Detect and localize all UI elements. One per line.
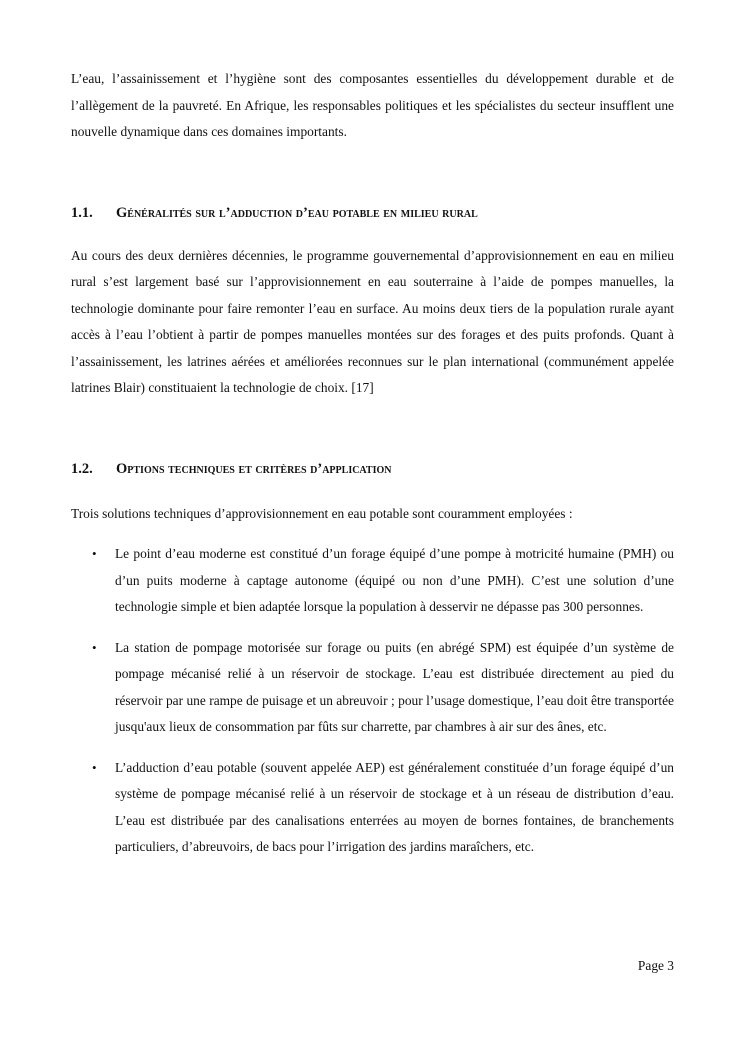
intro-paragraph: L’eau, l’assainissement et l’hygiène sont des composantes essentielles du développement durable et de l’allègement de la pauvreté. En Afrique, les responsables politiques et les spécialistes du secteur insufflent une nouvelle dynamique dans ces domaines importants. (71, 71, 674, 139)
list-item (71, 635, 674, 741)
bullet-icon: • (92, 546, 97, 561)
section-number: 1.1. (71, 204, 93, 221)
list-item (71, 541, 674, 621)
section-heading-1-2 (71, 459, 674, 479)
section-1-2-paragraph: Trois solutions techniques d’approvisionnement en eau potable sont couramment employées : (71, 505, 573, 521)
bullet-icon: • (92, 759, 97, 775)
list-item-text: L’adduction d’eau potable (souvent appelée AEP) est généralement constituée d’un forage équipé d’un système de pompage mécanisé relié à un réservoir de stockage et à un réseau de distribution d’eau. L’eau est distribuée par des canalisations enterrées au moyen de bornes fontaines, de branchements particuliers, d’abreuvoirs, de bacs pour l’irrigation des jardins maraîchers, etc. (115, 759, 674, 854)
section-1-1-paragraph: Au cours des deux dernières décennies, le programme gouvernemental d’approvisionnement en eau en milieu rural s’est largement basé sur l’approvisionnement en eau souterraine à l’aide de pompes manuelles, la technologie dominante pour faire remonter l’eau en surface. Au moins deux tiers de la population rurale ayant accès à l’eau l’obtient à partir de pompes manuelles montées sur des forages et des puits profonds. Quant à l’assainissement, les latrines aérées et améliorées reconnues sur le plan international (communément appelée latrines Blair) constituaient la technologie de choix. [17] (71, 247, 674, 395)
list-item (71, 755, 674, 861)
section-heading-1-1 (71, 203, 674, 223)
options-bullet-list (71, 541, 674, 861)
document-page (71, 66, 674, 875)
section-title: Généralités sur l’adduction d’eau potable en milieu rural (116, 204, 478, 221)
section-number: 1.2. (71, 460, 93, 477)
bullet-icon: • (92, 639, 97, 655)
list-item-text: La station de pompage motorisée sur forage ou puits (en abrégé SPM) est équipée d’un système de pompage mécanisé relié à un réservoir de stockage. L’eau est distribuée directement au pied du réservoir par une rampe de puisage et un abreuvoir ; pour l’usage domestique, l’eau doit être transportée jusqu'aux lieux de consommation par fûts sur charrette, par chambres à air sur des ânes, etc. (115, 639, 674, 734)
page-number: Page 3 (637, 958, 674, 973)
section-title: Options techniques et critères d’application (116, 460, 392, 477)
list-item-text: Le point d’eau moderne est constitué d’un forage équipé d’une pompe à motricité humaine (PMH) ou d’un puits moderne à captage autonome (équipé ou non d’une PMH). C’est une solution d’une technologie simple et bien adaptée lorsque la population à desservir ne dépasse pas 300 personnes. (115, 546, 674, 614)
